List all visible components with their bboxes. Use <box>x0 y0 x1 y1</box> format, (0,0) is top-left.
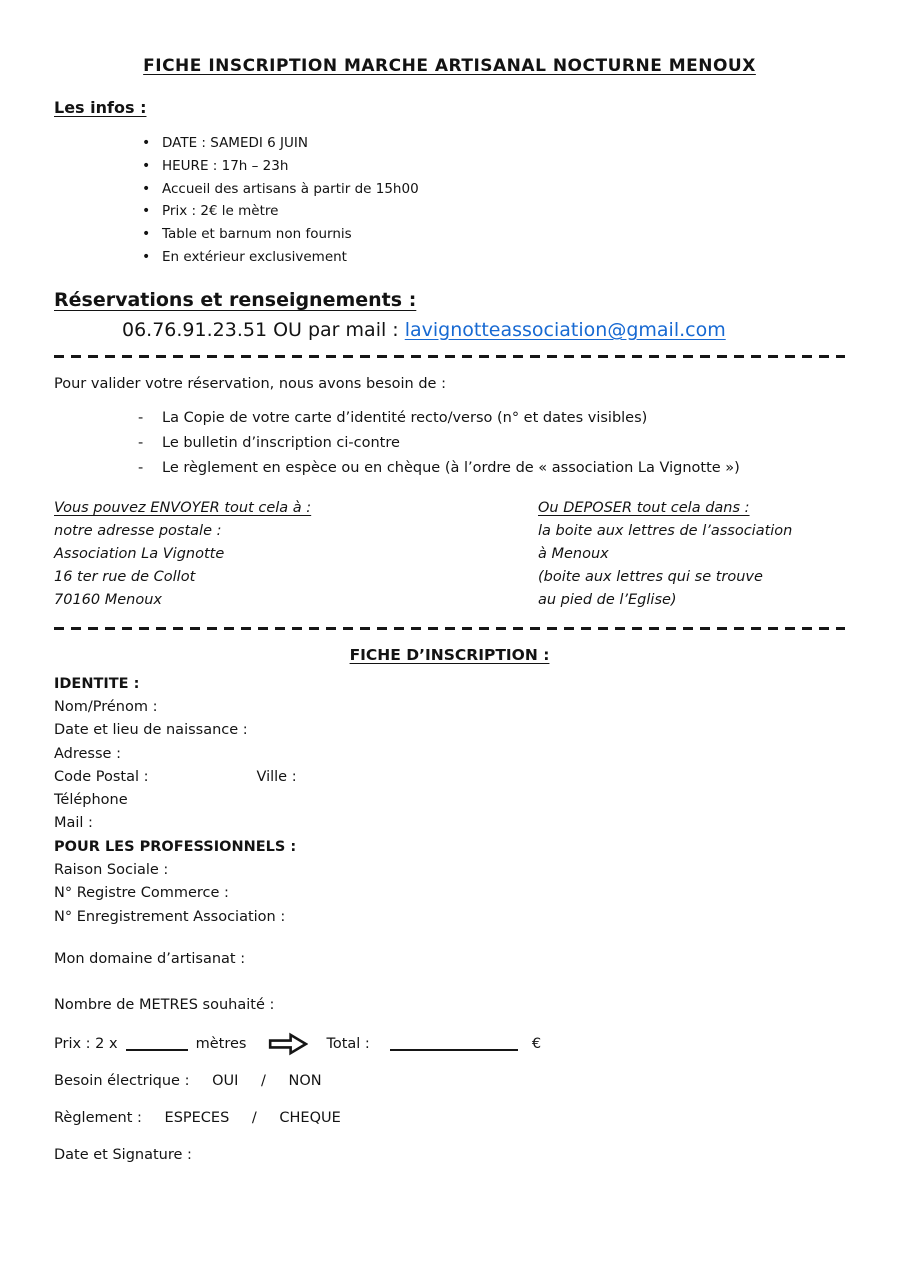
deposit-line: au pied de l’Eglise) <box>538 592 677 609</box>
deposit-line: la boite aux lettres de l’association <box>538 522 793 539</box>
dashed-divider <box>54 627 845 630</box>
validation-intro: Pour valider votre réservation, nous avons besoin de : <box>54 375 446 392</box>
electric-label: Besoin électrique : <box>54 1072 190 1089</box>
infos-heading: Les infos : <box>54 98 147 117</box>
total-label: Total : <box>326 1035 370 1052</box>
send-options <box>54 497 845 613</box>
euro-sign: € <box>531 1035 542 1052</box>
payment-option-cash: ESPECES <box>164 1109 230 1126</box>
form-heading: FICHE D’INSCRIPTION : <box>349 645 550 664</box>
separator-slash: / <box>260 1072 266 1089</box>
electric-option-no: NON <box>288 1072 322 1089</box>
field-postal-code: Code Postal : <box>54 768 149 785</box>
field-metres: Nombre de METRES souhaité : <box>54 997 275 1014</box>
pro-heading: POUR LES PROFESSIONNELS : <box>54 838 297 855</box>
list-item: - Le bulletin d’inscription ci-contre <box>138 431 845 456</box>
validation-list <box>54 406 845 482</box>
deposit-line: à Menoux <box>538 546 609 563</box>
send-heading: Vous pouvez ENVOYER tout cela à : <box>54 499 312 516</box>
field-commerce-number: N° Registre Commerce : <box>54 885 229 902</box>
electric-line <box>54 1070 845 1093</box>
field-association-number: N° Enregistrement Association : <box>54 908 286 925</box>
metres-word: mètres <box>195 1035 247 1052</box>
reservations-heading: Réservations et renseignements : <box>54 288 417 311</box>
field-postal-city <box>54 766 845 789</box>
deposit-line: (boite aux lettres qui se trouve <box>538 569 763 586</box>
separator-slash: / <box>251 1109 257 1126</box>
arrow-right-icon <box>268 1032 308 1056</box>
list-item: • DATE : SAMEDI 6 JUIN <box>142 132 845 155</box>
phone-text: 06.76.91.23.51 OU par mail : <box>122 318 405 341</box>
list-item: • Table et barnum non fournis <box>142 223 845 246</box>
payment-line <box>54 1107 845 1130</box>
list-item: - La Copie de votre carte d’identité recto/verso (n° et dates visibles) <box>138 406 845 431</box>
dashed-divider <box>54 355 845 358</box>
list-item: • HEURE : 17h – 23h <box>142 155 845 178</box>
field-address: Adresse : <box>54 745 121 762</box>
list-item: - Le règlement en espèce ou en chèque (à l’ordre de « association La Vignotte ») <box>138 456 845 481</box>
price-prefix: Prix : 2 x <box>54 1035 118 1052</box>
infos-list <box>54 132 845 269</box>
page-title: FICHE INSCRIPTION MARCHE ARTISANAL NOCTURNE MENOUX <box>143 56 756 76</box>
identity-section <box>54 673 845 929</box>
field-phone: Téléphone <box>54 792 128 809</box>
field-name: Nom/Prénom : <box>54 698 158 715</box>
address-line: 70160 Menoux <box>54 592 162 609</box>
payment-label: Règlement : <box>54 1109 142 1126</box>
field-company: Raison Sociale : <box>54 862 169 879</box>
identity-heading: IDENTITE : <box>54 675 140 692</box>
price-line <box>54 1032 845 1056</box>
send-column <box>54 497 538 613</box>
list-item: • En extérieur exclusivement <box>142 246 845 269</box>
address-line: Association La Vignotte <box>54 546 225 563</box>
field-birth: Date et lieu de naissance : <box>54 722 248 739</box>
total-blank-field <box>390 1036 518 1051</box>
deposit-column <box>538 497 845 613</box>
electric-option-yes: OUI <box>212 1072 239 1089</box>
list-item: • Prix : 2€ le mètre <box>142 200 845 223</box>
list-item: • Accueil des artisans à partir de 15h00 <box>142 178 845 201</box>
metres-blank-field <box>126 1036 188 1051</box>
deposit-heading: Ou DEPOSER tout cela dans : <box>538 499 750 516</box>
contact-line <box>54 319 845 341</box>
address-line: notre adresse postale : <box>54 522 222 539</box>
field-city: Ville : <box>256 768 297 785</box>
payment-option-cheque: CHEQUE <box>279 1109 341 1126</box>
field-domain: Mon domaine d’artisanat : <box>54 950 246 967</box>
field-mail: Mail : <box>54 815 93 832</box>
address-line: 16 ter rue de Collot <box>54 569 196 586</box>
email-link[interactable]: lavignotteassociation@gmail.com <box>404 318 726 341</box>
signature-label: Date et Signature : <box>54 1147 192 1164</box>
